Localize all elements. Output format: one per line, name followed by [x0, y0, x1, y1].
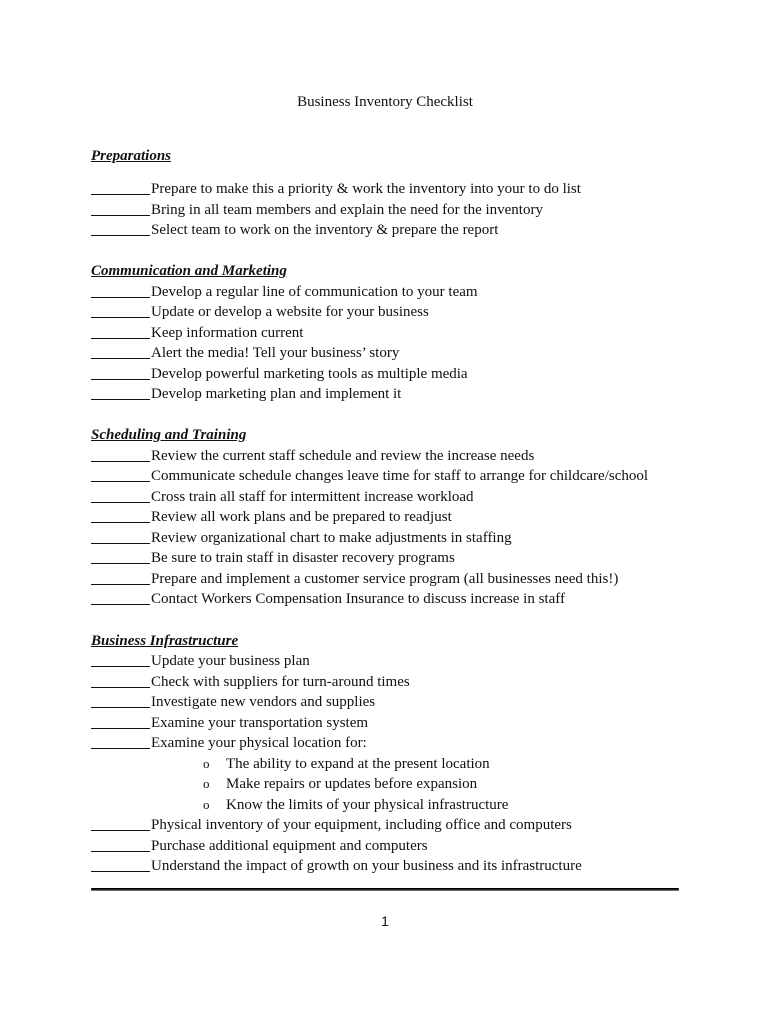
- checklist-item: Examine your transportation system: [91, 713, 368, 733]
- checkbox-blank-line: [91, 706, 150, 708]
- checklist-item: Alert the media! Tell your business’ story: [91, 343, 399, 363]
- checkbox-blank-line: [91, 296, 150, 298]
- checkbox-blank-line: [91, 480, 150, 482]
- circle-bullet-icon: o: [203, 797, 210, 812]
- checklist-item: Review all work plans and be prepared to readjust: [91, 507, 452, 527]
- checkbox-blank-line: [91, 337, 150, 339]
- checklist-item: Prepare to make this a priority & work the inventory into your to do list: [91, 179, 581, 199]
- checklist-item: Contact Workers Compensation Insurance to discuss increase in staff: [91, 589, 565, 609]
- checklist-item: Develop powerful marketing tools as multiple media: [91, 364, 468, 384]
- section-heading-scheduling-training: Scheduling and Training: [91, 427, 247, 443]
- checklist-item: Cross train all staff for intermittent increase workload: [91, 487, 474, 507]
- checkbox-blank-line: [91, 460, 150, 462]
- checkbox-blank-line: [91, 234, 150, 236]
- footer-divider: [91, 888, 679, 891]
- circle-bullet-icon: o: [203, 776, 210, 791]
- checklist-item: Be sure to train staff in disaster recovery programs: [91, 548, 455, 568]
- checklist-item: Update or develop a website for your business: [91, 302, 429, 322]
- checklist-item: Develop marketing plan and implement it: [91, 384, 401, 404]
- section-heading-communication-marketing: Communication and Marketing: [91, 263, 287, 279]
- checklist-item: Understand the impact of growth on your business and its infrastructure: [91, 856, 582, 876]
- page-number: 1: [381, 913, 389, 929]
- checklist-item: Examine your physical location for:: [91, 733, 367, 753]
- sub-list-item: o The ability to expand at the present location: [203, 756, 490, 772]
- checkbox-blank-line: [91, 357, 150, 359]
- checkbox-blank-line: [91, 214, 150, 216]
- checkbox-blank-line: [91, 542, 150, 544]
- section-heading-business-infrastructure: Business Infrastructure: [91, 633, 239, 649]
- checkbox-blank-line: [91, 398, 150, 400]
- checkbox-blank-line: [91, 521, 150, 523]
- checkbox-blank-line: [91, 603, 150, 605]
- checkbox-blank-line: [91, 850, 150, 852]
- checkbox-blank-line: [91, 829, 150, 831]
- checklist-item: Prepare and implement a customer service program (all businesses need this!): [91, 569, 618, 589]
- checklist-item: Develop a regular line of communication to your team: [91, 282, 478, 302]
- sub-list-item: o Make repairs or updates before expansion: [203, 776, 478, 792]
- checklist-item: Purchase additional equipment and computers: [91, 836, 428, 856]
- checklist-item: Bring in all team members and explain the need for the inventory: [91, 200, 543, 220]
- checklist-item: Physical inventory of your equipment, including office and computers: [91, 815, 572, 835]
- checklist-item: Review organizational chart to make adjustments in staffing: [91, 528, 512, 548]
- checklist-item: Investigate new vendors and supplies: [91, 692, 375, 712]
- checklist-item: Check with suppliers for turn-around times: [91, 672, 410, 692]
- checkbox-blank-line: [91, 501, 150, 503]
- checkbox-blank-line: [91, 583, 150, 585]
- checkbox-blank-line: [91, 747, 150, 749]
- checkbox-blank-line: [91, 727, 150, 729]
- checklist-item: Review the current staff schedule and review the increase needs: [91, 446, 534, 466]
- checklist-item: Update your business plan: [91, 651, 310, 671]
- section-heading-preparations: Preparations: [91, 148, 172, 164]
- checkbox-blank-line: [91, 562, 150, 564]
- checkbox-blank-line: [91, 870, 150, 872]
- checkbox-blank-line: [91, 378, 150, 380]
- checklist-item: Keep information current: [91, 323, 303, 343]
- sub-list-item: o Know the limits of your physical infrastructure: [203, 797, 509, 813]
- checkbox-blank-line: [91, 316, 150, 318]
- checklist-item: Select team to work on the inventory & prepare the report: [91, 220, 498, 240]
- checkbox-blank-line: [91, 686, 150, 688]
- checklist-item: Communicate schedule changes leave time for staff to arrange for childcare/school: [91, 466, 648, 486]
- checkbox-blank-line: [91, 665, 150, 667]
- circle-bullet-icon: o: [203, 756, 210, 771]
- checkbox-blank-line: [91, 193, 150, 195]
- page-title: Business Inventory Checklist: [297, 94, 473, 110]
